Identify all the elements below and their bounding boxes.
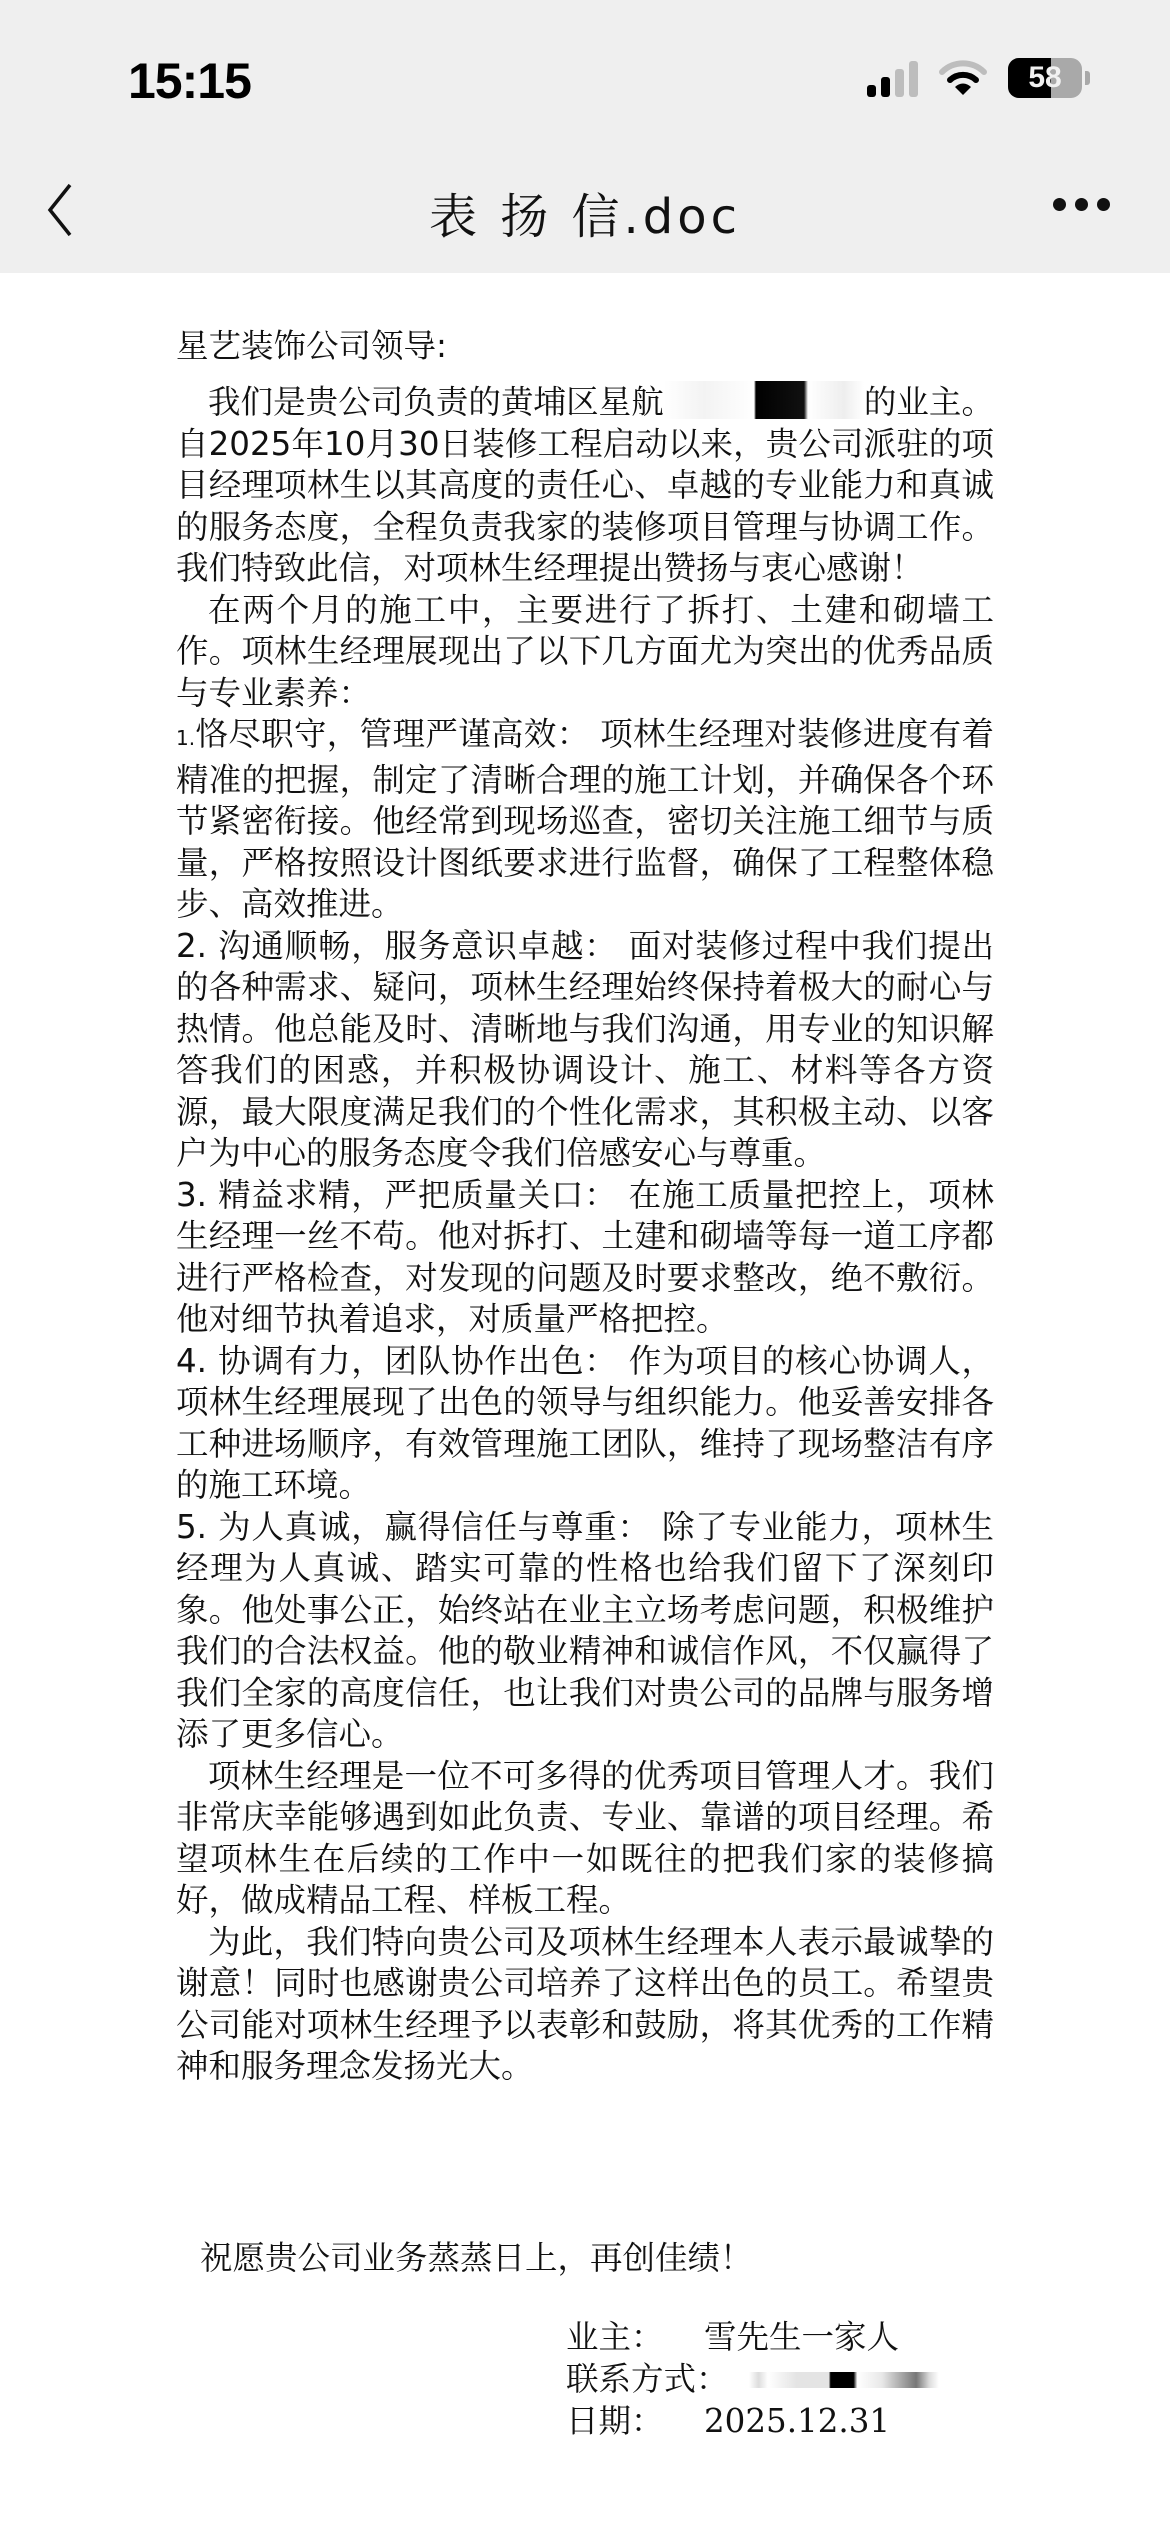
cellular-signal-icon [867, 59, 918, 97]
list-body: 面对装修过程中我们提出的各种需求、疑问，项林生经理始终保持着极大的耐心与热情。他总能及时、清晰地与我们沟通，用专业的知识解答我们的困惑，并积极协调设计、施工、材料等各方资源，最大限度满足我们的个性化需求，其积极主动、以客户为中心的服务态度令我们倍感安心与尊重。 [176, 926, 994, 1172]
list-heading: 恪尽职守，管理严谨高效： [195, 715, 590, 753]
list-body: 在施工质量把控上，项林生经理一丝不苟。他对拆打、土建和砌墙等每一道工序都进行严格检查，对发现的问题及时要求整改，绝不敷衍。他对细节执着追求，对质量严格把控。 [176, 1175, 994, 1338]
list-item [176, 1507, 994, 1756]
praise-summary-paragraph: 项林生经理是一位不可多得的优秀项目管理人才。我们非常庆幸能够遇到如此负责、专业、靠谱的项目经理。希望项林生在后续的工作中一如既往的把我们家的装修搞好，做成精品工程、样板工程。 [176, 1756, 994, 1919]
list-item [176, 926, 994, 1175]
status-time: 15:15 [128, 53, 251, 109]
list-heading: 精益求精，严把质量关口： [218, 1175, 618, 1214]
salutation: 星艺装饰公司领导: [176, 327, 447, 365]
intro-text-start: 我们是贵公司负责的黄埔区星航 [208, 383, 664, 421]
list-number: 1. [176, 726, 196, 750]
construction-paragraph: 在两个月的施工中，主要进行了拆打、土建和砌墙工作。项林生经理展现出了以下几方面尤为突出的优秀品质与专业素养： [176, 590, 994, 712]
contact-row [566, 2358, 939, 2400]
list-body: 作为项目的核心协调人，项林生经理展现了出色的领导与组织能力。他妥善安排各工种进场顺序，有效管理施工团队，维持了现场整洁有序的施工环境。 [176, 1341, 994, 1504]
ellipsis-dot [1097, 198, 1110, 211]
list-item [176, 1341, 994, 1507]
list-number: 5. [176, 1507, 208, 1546]
list-number: 3. [176, 1175, 208, 1214]
redacted-address [664, 381, 864, 419]
document-viewer[interactable] [0, 273, 1170, 2532]
list-body: 除了专业能力，项林生经理为人真诚、踏实可靠的性格也给我们留下了深刻印象。他处事公正，始终站在业主立场考虑问题，积极维护我们的合法权益。他的敬业精神和诚信作风，不仅赢得了我们全家的高度信任，也让我们对贵公司的品牌与服务增添了更多信心。 [176, 1507, 994, 1753]
status-icons [867, 58, 1090, 98]
list-number: 4. [176, 1341, 208, 1380]
ellipsis-dot [1075, 198, 1088, 211]
ellipsis-icon [1053, 198, 1066, 211]
date-value: 2025.12.31 [704, 2402, 891, 2440]
owner-value: 雪先生一家人 [704, 2318, 900, 2356]
list-number: 2. [176, 926, 208, 965]
date-row [566, 2400, 939, 2442]
more-options-button[interactable] [1053, 198, 1110, 211]
intro-text-end: 的业主。自2025年10月30日装修工程启动以来，贵公司派驻的项目经理项林生以其高度的责任心、卓越的专业能力和真诚的服务态度，全程负责我家的装修项目管理与协调工作。我们特致此信，对项林生经理提出赞扬与衷心感谢！ [176, 383, 994, 587]
list-heading: 沟通顺畅，服务意识卓越： [218, 926, 618, 965]
owner-label: 业主： [566, 2318, 664, 2356]
signature-block [566, 2316, 939, 2442]
status-bar [0, 0, 1170, 150]
redacted-phone [749, 2372, 939, 2388]
list-heading: 协调有力，团队协作出色： [218, 1341, 618, 1380]
list-item [176, 1175, 994, 1341]
list-heading: 为人真诚，赢得信任与尊重： [218, 1507, 651, 1546]
contact-label: 联系方式： [566, 2360, 729, 2398]
owner-row [566, 2316, 939, 2358]
wifi-icon [938, 58, 988, 98]
date-label: 日期： [566, 2402, 664, 2440]
document-title: 表 扬 信.doc [428, 189, 741, 245]
battery-percent: 58 [1028, 61, 1062, 94]
letter-body [176, 381, 994, 2088]
list-body: 项林生经理对装修进度有着精准的把握，制定了清晰合理的施工计划，并确保各个环节紧密衔接。他经常到现场巡查，密切关注施工细节与质量，严格按照设计图纸要求进行监督，确保了工程整体稳步、高效推进。 [176, 715, 994, 923]
closing-blessing: 祝愿贵公司业务蒸蒸日上，再创佳绩！ [200, 2239, 753, 2277]
battery-icon [1008, 58, 1090, 98]
list-item [176, 714, 994, 926]
intro-paragraph [176, 381, 994, 590]
thanks-paragraph: 为此，我们特向贵公司及项林生经理本人表示最诚挚的谢意！同时也感谢贵公司培养了这样出色的员工。希望贵公司能对项林生经理予以表彰和鼓励，将其优秀的工作精神和服务理念发扬光大。 [176, 1922, 994, 2085]
navigation-bar [0, 150, 1170, 273]
